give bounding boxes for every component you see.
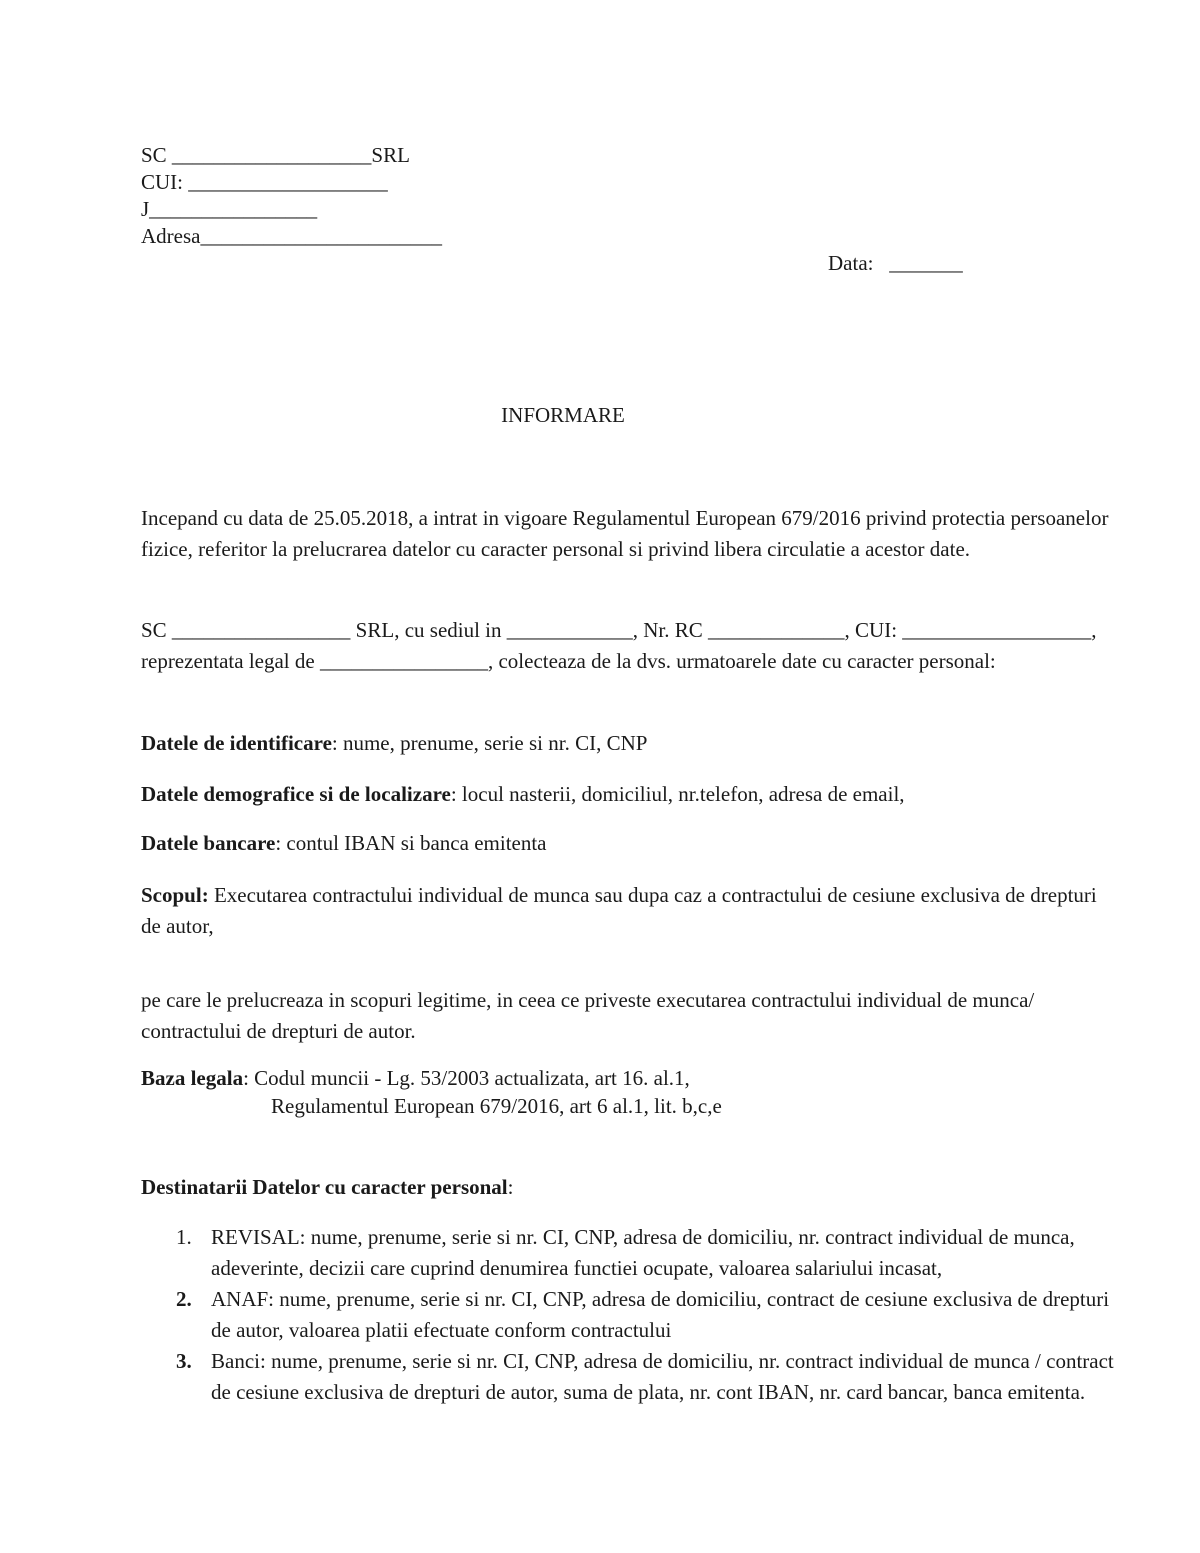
list-item <box>141 1346 1116 1408</box>
demographic-data <box>141 779 1116 810</box>
demographic-text: : locul nasterii, domiciliul, nr.telefon, adresa de email, <box>450 782 905 806</box>
company-header <box>141 142 442 250</box>
legal-basis <box>141 1063 1116 1094</box>
legal-basis-line2: Regulamentul European 679/2016, art 6 al.1, lit. b,c,e <box>271 1094 722 1118</box>
list-item <box>141 1284 1116 1346</box>
identification-label: Datele de identificare <box>141 731 332 755</box>
list-number: 1. <box>176 1225 192 1249</box>
document-title: INFORMARE <box>501 403 625 427</box>
recipients-heading <box>141 1172 1116 1203</box>
bank-text: : contul IBAN si banca emitenta <box>275 831 547 855</box>
legal-basis-label: Baza legala <box>141 1066 244 1090</box>
scope-paragraph <box>141 880 1116 942</box>
legal-basis-text: : Codul muncii - Lg. 53/2003 actualizata, art 16. al.1, <box>243 1066 690 1090</box>
recipients-suffix: : <box>507 1175 514 1199</box>
recipients-label: Destinatarii Datelor cu caracter personal <box>141 1175 508 1199</box>
purpose-paragraph: pe care le prelucreaza in scopuri legitime, in ceea ce priveste executarea contractului individual de munca/ contractului de drepturi de autor. <box>141 988 1035 1043</box>
date-line: Data: _______ <box>828 251 963 275</box>
company-name-line: SC ___________________SRL <box>141 143 410 167</box>
identification-text: : nume, prenume, serie si nr. CI, CNP <box>331 731 648 755</box>
identification-data <box>141 728 1116 759</box>
list-item-text: ANAF: nume, prenume, serie si nr. CI, CNP, adresa de domiciliu, contract de cesiune exclusiva de drepturi de autor, valoarea platii efectuate conform contractului <box>211 1287 1110 1342</box>
address-line: Adresa_______________________ <box>141 224 442 248</box>
scope-text: Executarea contractului individual de munca sau dupa caz a contractului de cesiune exclusiva de drepturi de autor, <box>141 883 1097 938</box>
scope-label: Scopul: <box>141 883 209 907</box>
list-number: 3. <box>176 1349 192 1373</box>
bank-data <box>141 828 1116 859</box>
registry-line: J________________ <box>141 197 318 221</box>
demographic-label: Datele demografice si de localizare <box>141 782 451 806</box>
company-paragraph: SC _________________ SRL, cu sediul in ____________, Nr. RC _____________, CUI: __________________, reprezentata legal de ________________, colecteaza de la dvs. urmatoarele date cu caracter personal: <box>141 618 1097 673</box>
list-number: 2. <box>176 1287 192 1311</box>
recipients-list <box>141 1222 1116 1408</box>
intro-paragraph: Incepand cu data de 25.05.2018, a intrat in vigoare Regulamentul European 679/2016 privind protectia persoanelor fizice, referitor la prelucrarea datelor cu caracter personal si privind libera circulatie a acestor date. <box>141 506 1109 561</box>
cui-line: CUI: ___________________ <box>141 170 388 194</box>
list-item <box>141 1222 1116 1284</box>
list-item-text: Banci: nume, prenume, serie si nr. CI, CNP, adresa de domiciliu, nr. contract individual de munca / contract de cesiune exclusiva de drepturi de autor, suma de plata, nr. cont IBAN, nr. card bancar, banca emitenta. <box>211 1349 1114 1404</box>
bank-label: Datele bancare <box>141 831 276 855</box>
list-item-text: REVISAL: nume, prenume, serie si nr. CI, CNP, adresa de domiciliu, nr. contract individual de munca, adeverinte, decizii care cuprind denumirea functiei ocupate, valoarea salariului incasat, <box>211 1225 1075 1280</box>
